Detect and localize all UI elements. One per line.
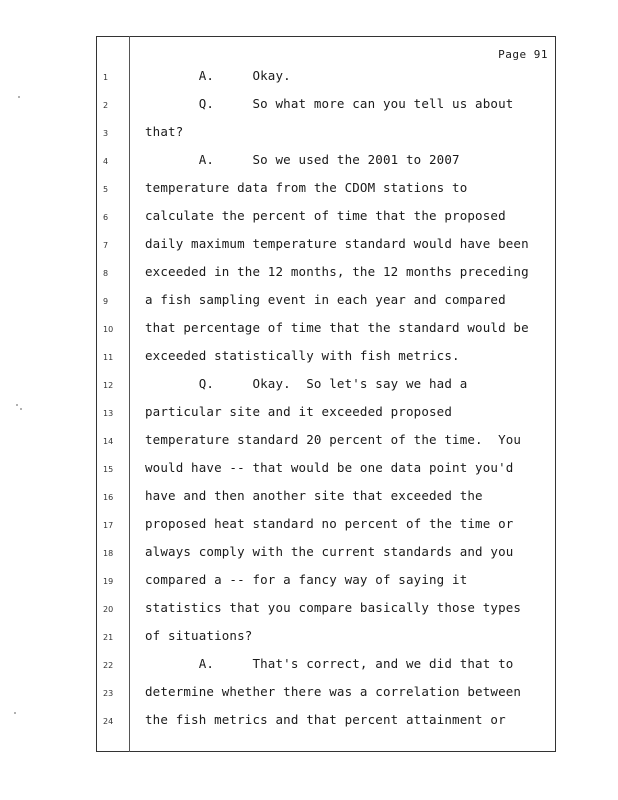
transcript-line: have and then another site that exceeded the	[145, 488, 483, 503]
line-number: 10	[103, 325, 114, 334]
line-number: 4	[103, 157, 109, 166]
line-number: 12	[103, 381, 114, 390]
line-number: 2	[103, 101, 109, 110]
line-number: 20	[103, 605, 114, 614]
transcript-line: exceeded statistically with fish metrics.	[145, 348, 460, 363]
scan-speck	[16, 404, 18, 406]
line-number: 21	[103, 633, 114, 642]
transcript-line: temperature standard 20 percent of the time. You	[145, 432, 522, 447]
line-number: 6	[103, 213, 109, 222]
transcript-line: exceeded in the 12 months, the 12 months preceding	[145, 264, 529, 279]
line-number: 17	[103, 521, 114, 530]
line-number: 3	[103, 129, 109, 138]
line-number: 22	[103, 661, 114, 670]
transcript-line: calculate the percent of time that the proposed	[145, 208, 506, 223]
transcript-line: Q. So what more can you tell us about	[145, 96, 514, 111]
line-number: 24	[103, 717, 114, 726]
line-number: 18	[103, 549, 114, 558]
transcript-line: Q. Okay. So let's say we had a	[145, 376, 468, 391]
line-number: 1	[103, 73, 109, 82]
transcript-line: proposed heat standard no percent of the time or	[145, 516, 514, 531]
transcript-line: that?	[145, 124, 184, 139]
transcript-line: the fish metrics and that percent attainment or	[145, 712, 506, 727]
transcript-line: temperature data from the CDOM stations to	[145, 180, 468, 195]
line-number: 15	[103, 465, 114, 474]
line-number: 5	[103, 185, 109, 194]
transcript-line: a fish sampling event in each year and compared	[145, 292, 506, 307]
line-number: 19	[103, 577, 114, 586]
transcript-line: determine whether there was a correlation between	[145, 684, 522, 699]
transcript-line: of situations?	[145, 628, 253, 643]
line-number: 14	[103, 437, 114, 446]
transcript-line: A. So we used the 2001 to 2007	[145, 152, 460, 167]
line-number-margin-rule	[129, 36, 130, 752]
transcript-page-frame	[96, 36, 556, 752]
transcript-line: particular site and it exceeded proposed	[145, 404, 453, 419]
transcript-line: statistics that you compare basically those types	[145, 600, 522, 615]
transcript-line: compared a -- for a fancy way of saying it	[145, 572, 468, 587]
line-number: 16	[103, 493, 114, 502]
line-number: 23	[103, 689, 114, 698]
line-number: 13	[103, 409, 114, 418]
scan-speck	[14, 712, 16, 714]
scan-speck	[18, 96, 20, 98]
page-number: Page 91	[498, 48, 548, 61]
line-number: 7	[103, 241, 109, 250]
transcript-line: daily maximum temperature standard would have been	[145, 236, 529, 251]
line-number: 8	[103, 269, 109, 278]
transcript-line: would have -- that would be one data point you'd	[145, 460, 514, 475]
transcript-line: that percentage of time that the standard would be	[145, 320, 529, 335]
transcript-line: always comply with the current standards and you	[145, 544, 514, 559]
transcript-line: A. Okay.	[145, 68, 291, 83]
scan-speck	[20, 408, 22, 410]
transcript-line: A. That's correct, and we did that to	[145, 656, 514, 671]
line-number: 11	[103, 353, 114, 362]
line-number: 9	[103, 297, 109, 306]
